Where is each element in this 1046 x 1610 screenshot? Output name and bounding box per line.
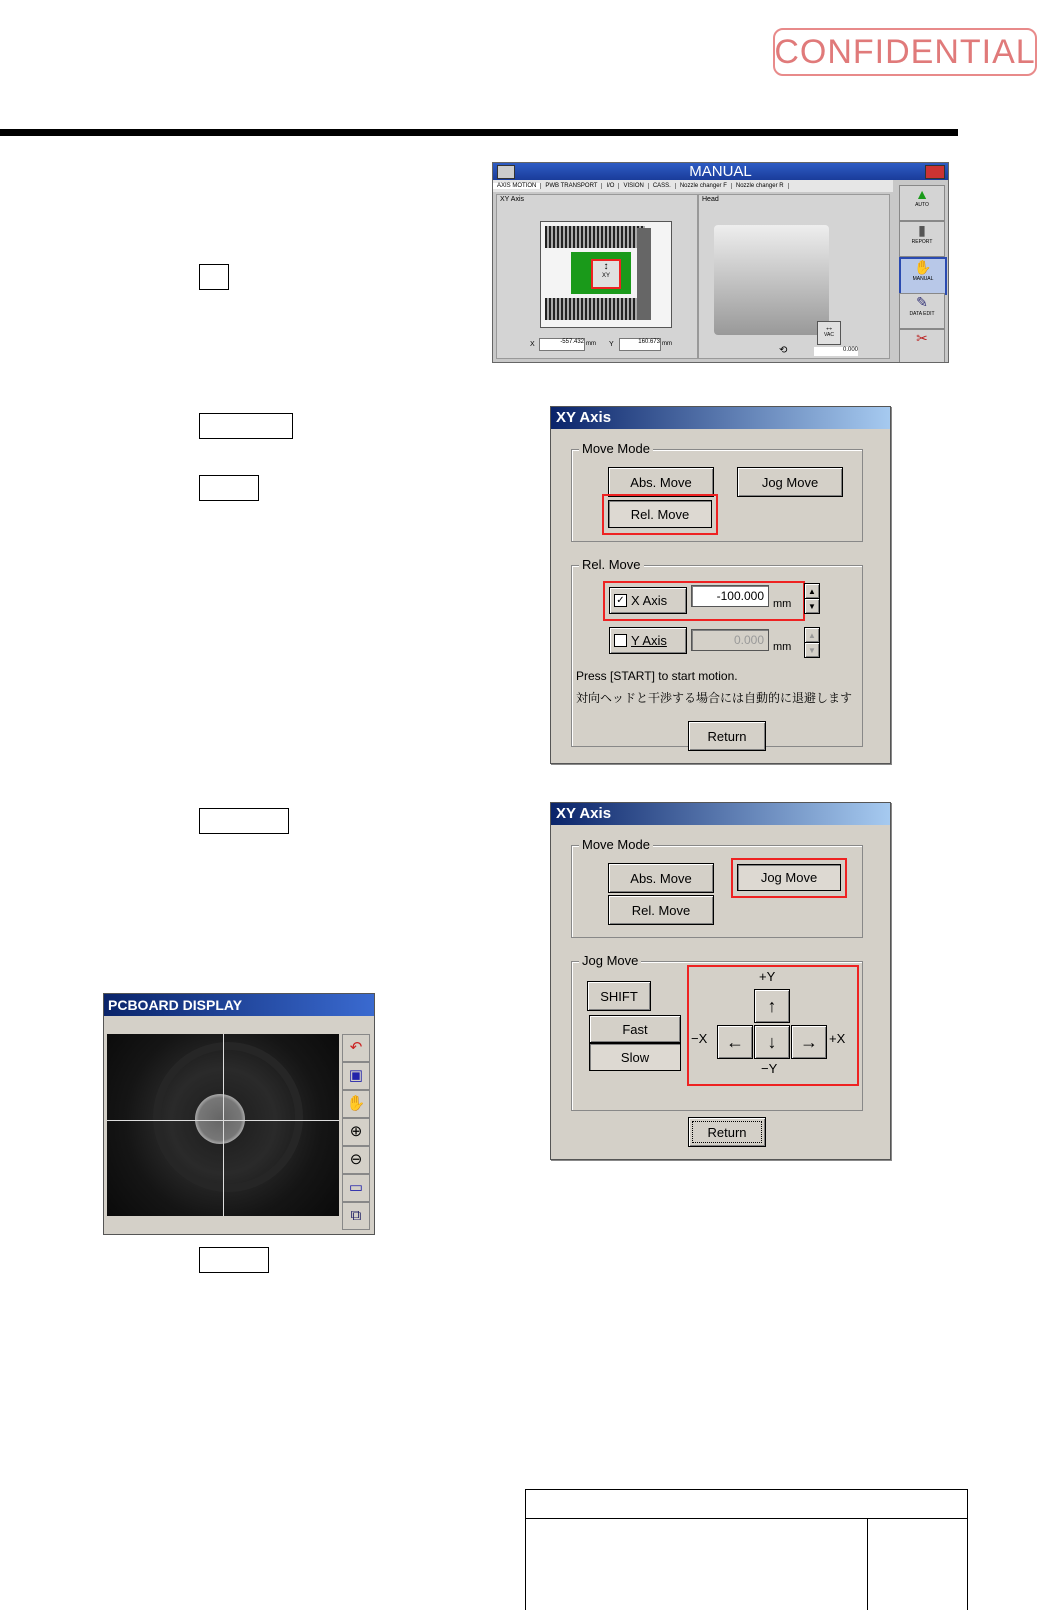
header-rule bbox=[0, 129, 958, 136]
xy-axes-icon: ↕ bbox=[603, 261, 609, 272]
rel-move-group-label: Rel. Move bbox=[579, 557, 644, 572]
minus-x-label: −X bbox=[691, 1031, 708, 1046]
x-axis-toggle[interactable] bbox=[609, 587, 687, 614]
xy-axis-label: XY Axis bbox=[500, 196, 524, 203]
arrow-up-icon: ↑ bbox=[767, 995, 777, 1016]
jog-move-group-label: Jog Move bbox=[579, 953, 641, 968]
footer-table-divider bbox=[867, 1518, 868, 1610]
move-mode-label: Move Mode bbox=[579, 441, 653, 456]
data-edit-button[interactable] bbox=[899, 293, 945, 329]
jog-down-button[interactable] bbox=[754, 1025, 790, 1059]
undo-icon[interactable]: ↶ bbox=[342, 1034, 370, 1062]
auto-label: AUTO bbox=[915, 202, 929, 208]
y-axis-spin-down[interactable]: ▼ bbox=[804, 642, 820, 658]
tools-icon: ✂ bbox=[916, 330, 928, 346]
report-button[interactable] bbox=[899, 221, 945, 257]
pcboard-image[interactable] bbox=[107, 1034, 339, 1216]
shift-button[interactable]: SHIFT bbox=[587, 981, 651, 1011]
manual-screen bbox=[492, 162, 949, 363]
plus-y-label: +Y bbox=[759, 969, 776, 984]
rel-move-button[interactable]: Rel. Move bbox=[608, 895, 714, 925]
hand-icon[interactable]: ✋ bbox=[342, 1090, 370, 1118]
y-axis-input[interactable]: 0.000 bbox=[691, 629, 769, 651]
x-axis-spin-up[interactable]: ▲ bbox=[804, 583, 820, 599]
report-icon: ▮ bbox=[918, 222, 926, 238]
conveyor-top bbox=[545, 226, 645, 248]
move-mode-label: Move Mode bbox=[579, 837, 653, 852]
y-axis-label: Y Axis bbox=[631, 633, 667, 648]
rel-move-button[interactable]: Rel. Move bbox=[608, 500, 712, 528]
select-window-icon[interactable]: ▣ bbox=[342, 1062, 370, 1090]
abs-move-button[interactable]: Abs. Move bbox=[608, 467, 714, 497]
plus-x-label: +X bbox=[829, 1031, 846, 1046]
x-axis-unit: mm bbox=[773, 598, 792, 610]
pcboard-display bbox=[103, 993, 375, 1235]
x-unit: mm bbox=[586, 341, 596, 347]
x-axis-checkbox[interactable]: ✓ bbox=[614, 594, 627, 607]
auto-button[interactable] bbox=[899, 185, 945, 221]
close-icon[interactable] bbox=[925, 165, 945, 179]
key-box-return bbox=[199, 1247, 269, 1273]
copy-icon[interactable]: ⧉ bbox=[342, 1202, 370, 1230]
jog-right-button[interactable] bbox=[791, 1025, 827, 1059]
jog-move-button[interactable]: Jog Move bbox=[737, 467, 843, 497]
machine-layout-image bbox=[540, 221, 672, 328]
abs-move-button[interactable]: Abs. Move bbox=[608, 863, 714, 893]
jog-move-button[interactable]: Jog Move bbox=[737, 864, 841, 891]
vac-arrow-icon: ↔ bbox=[824, 322, 834, 332]
x-readout: -557.432 bbox=[539, 338, 585, 351]
tab-nozzle-changer-f[interactable]: Nozzle changer F bbox=[676, 183, 732, 189]
slow-button[interactable]: Slow bbox=[589, 1043, 681, 1071]
start-note: Press [START] to start motion. bbox=[576, 669, 738, 683]
fiducial-mark bbox=[195, 1094, 245, 1144]
key-box-rel-move bbox=[199, 413, 293, 439]
manual-button[interactable] bbox=[899, 257, 947, 295]
jog-up-button[interactable] bbox=[754, 989, 790, 1023]
manual-label: MANUAL bbox=[912, 276, 934, 282]
vac-label: VAC bbox=[824, 332, 834, 338]
arrow-left-icon: ← bbox=[726, 1031, 744, 1052]
return-button[interactable]: Return bbox=[688, 721, 766, 751]
head-label: Head bbox=[702, 196, 719, 203]
key-box-xy bbox=[199, 264, 229, 290]
arrow-down-icon: ↓ bbox=[767, 1031, 777, 1052]
xy-button[interactable] bbox=[591, 259, 621, 289]
data-edit-label: DATA EDIT bbox=[909, 311, 935, 317]
key-box-jog-move bbox=[199, 808, 289, 834]
rotate-icon[interactable]: ⟲ bbox=[779, 345, 788, 356]
xy-button-label: XY bbox=[601, 273, 610, 279]
jog-left-button[interactable] bbox=[717, 1025, 753, 1059]
manual-tabs bbox=[493, 180, 893, 192]
head-readout: 0.000 bbox=[814, 347, 858, 356]
auto-icon: ▲ bbox=[915, 186, 929, 202]
confidential-stamp: CONFIDENTIAL bbox=[773, 28, 1037, 76]
y-axis-checkbox[interactable] bbox=[614, 634, 627, 647]
xy-axis-panel bbox=[496, 194, 698, 359]
dialog-title: XY Axis bbox=[551, 407, 890, 429]
x-axis-input[interactable]: -100.000 bbox=[691, 585, 769, 607]
zoom-out-icon[interactable]: ⊖ bbox=[342, 1146, 370, 1174]
xy-axis-dialog-jog bbox=[550, 802, 891, 1160]
tab-cass[interactable]: CASS. bbox=[649, 183, 676, 189]
menu-icon[interactable] bbox=[497, 165, 515, 179]
y-readout: 160.673 bbox=[619, 338, 661, 351]
head-image bbox=[714, 225, 829, 335]
dialog-title: XY Axis bbox=[551, 803, 890, 825]
arrow-right-icon: → bbox=[800, 1031, 818, 1052]
pcboard-title: PCBOARD DISPLAY bbox=[104, 994, 374, 1016]
manual-icon: ✋ bbox=[914, 259, 932, 275]
key-box-x-axis bbox=[199, 475, 259, 501]
tab-vision[interactable]: VISION bbox=[619, 183, 648, 189]
footer-table bbox=[525, 1489, 968, 1610]
tab-axis-motion[interactable]: AXIS MOTION bbox=[493, 183, 541, 189]
head-panel bbox=[698, 194, 890, 359]
tools-button[interactable] bbox=[899, 329, 945, 363]
fit-window-icon[interactable]: ▭ bbox=[342, 1174, 370, 1202]
conveyor-bottom bbox=[545, 298, 645, 320]
y-axis-spin-up[interactable]: ▲ bbox=[804, 627, 820, 643]
minus-y-label: −Y bbox=[761, 1061, 778, 1076]
x-label: X bbox=[530, 341, 535, 348]
tab-pwb-transport[interactable]: PWB TRANSPORT bbox=[541, 183, 602, 189]
tab-io[interactable]: I/O bbox=[602, 183, 619, 189]
xy-axis-dialog-rel bbox=[550, 406, 891, 764]
y-unit: mm bbox=[662, 341, 672, 347]
x-axis-spin-down[interactable]: ▼ bbox=[804, 598, 820, 614]
crosshair-vertical bbox=[223, 1034, 224, 1216]
pcboard-toolbar bbox=[342, 1034, 370, 1230]
manual-title: MANUAL bbox=[493, 163, 948, 180]
tab-nozzle-changer-r[interactable]: Nozzle changer R bbox=[732, 183, 789, 189]
interference-note: 対向ヘッドと干渉する場合には自動的に退避します bbox=[576, 691, 853, 705]
return-button[interactable]: Return bbox=[688, 1117, 766, 1147]
data-edit-icon: ✎ bbox=[916, 294, 928, 310]
report-label: REPORT bbox=[911, 239, 933, 245]
y-label: Y bbox=[609, 341, 614, 348]
y-axis-unit: mm bbox=[773, 641, 792, 653]
footer-table-header-rule bbox=[526, 1518, 967, 1519]
y-axis-toggle[interactable] bbox=[609, 627, 687, 654]
x-axis-label: X Axis bbox=[631, 593, 668, 608]
head-rail bbox=[637, 228, 651, 320]
vac-button[interactable] bbox=[817, 321, 841, 345]
zoom-in-icon[interactable]: ⊕ bbox=[342, 1118, 370, 1146]
fast-button[interactable]: Fast bbox=[589, 1015, 681, 1043]
